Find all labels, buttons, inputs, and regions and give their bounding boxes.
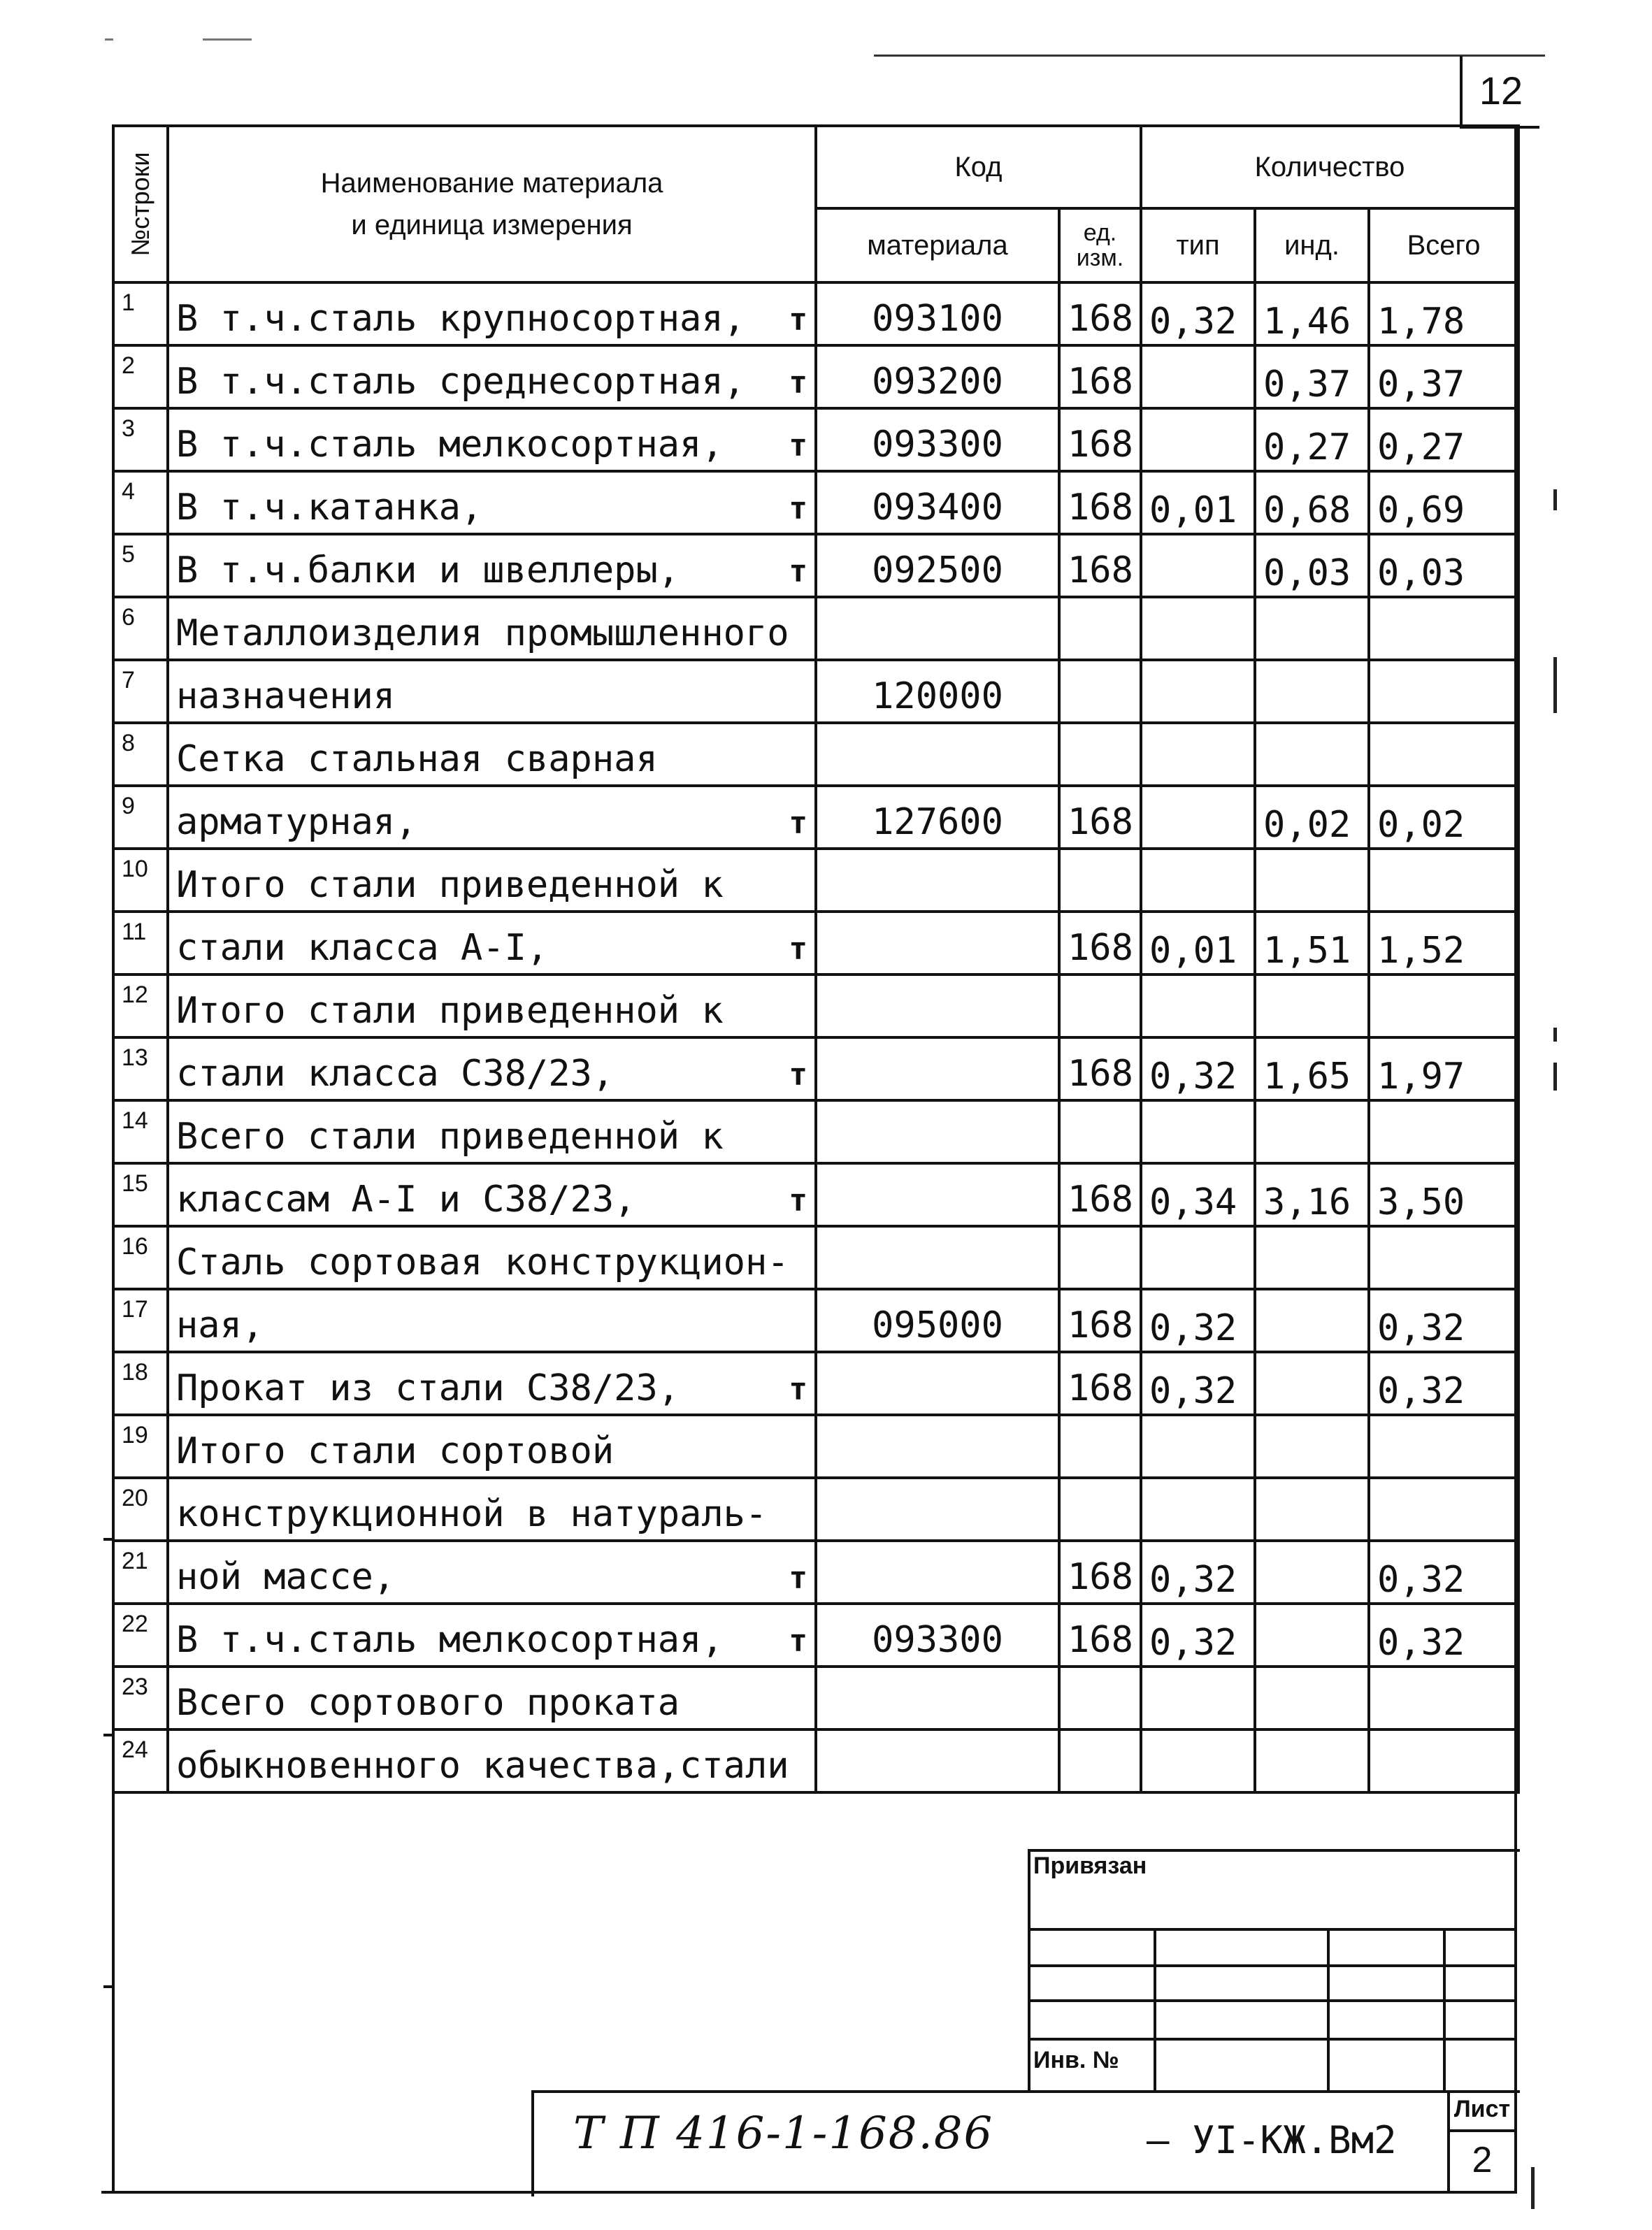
qty-type-cell: [1141, 786, 1255, 849]
sheet-number: 2: [1472, 2140, 1493, 2180]
header-qty-type: тип: [1141, 208, 1255, 282]
qty-ind-cell: [1255, 849, 1369, 912]
unit-code-cell: 168: [1059, 282, 1141, 345]
unit-code-cell: 168: [1059, 1037, 1141, 1100]
qty-ind-cell: 0,03: [1255, 534, 1369, 597]
material-code-cell: [816, 1163, 1059, 1226]
qty-total-cell: [1369, 660, 1518, 723]
table-row: [113, 282, 1518, 345]
margin-tick: [1553, 1063, 1557, 1091]
qty-type-cell: [1141, 345, 1255, 408]
row-number-cell: 23: [113, 1667, 168, 1729]
qty-type-cell: 0,32: [1141, 282, 1255, 345]
qty-type-cell: [1141, 1478, 1255, 1541]
header-quantity-group: Количество: [1141, 126, 1518, 208]
unit-code-cell: 168: [1059, 1604, 1141, 1667]
qty-ind-cell: 3,16: [1255, 1163, 1369, 1226]
qty-total-cell: 1,97: [1369, 1037, 1518, 1100]
material-name: стали класса А-I,: [176, 927, 549, 969]
material-name: Прокат из стали С38/23,: [176, 1367, 680, 1409]
scan-mark: [105, 38, 113, 41]
qty-total-cell: [1369, 974, 1518, 1037]
unit-code-cell: 168: [1059, 786, 1141, 849]
table-row: [113, 1541, 1518, 1604]
qty-ind-cell: [1255, 1352, 1369, 1415]
document-mark: – УI-КЖ.Вм2: [1147, 2118, 1397, 2162]
unit-code-cell: 168: [1059, 1541, 1141, 1604]
qty-total-cell: 0,32: [1369, 1352, 1518, 1415]
material-name-cell: [168, 786, 816, 849]
table-row: [113, 1604, 1518, 1667]
margin-tick: [1531, 2167, 1535, 2209]
unit-label: т: [789, 365, 807, 401]
material-name: Сетка стальная сварная: [176, 738, 658, 780]
table-row: [113, 597, 1518, 660]
qty-ind-cell: [1255, 1729, 1369, 1792]
table-row: [113, 974, 1518, 1037]
qty-type-cell: 0,32: [1141, 1604, 1255, 1667]
unit-code-cell: [1059, 723, 1141, 786]
qty-ind-cell: [1255, 1478, 1369, 1541]
sheet-label: Лист: [1453, 2096, 1511, 2122]
qty-total-cell: 0,27: [1369, 408, 1518, 471]
qty-ind-cell: 1,65: [1255, 1037, 1369, 1100]
table-row: [113, 1289, 1518, 1352]
material-name: Итого стали приведенной к: [176, 990, 724, 1032]
row-number-cell: 3: [113, 408, 168, 471]
header-code-unit: ед. изм.: [1059, 208, 1141, 282]
header-qty-total: Всего: [1369, 208, 1518, 282]
material-code-cell: [816, 1226, 1059, 1289]
header-row-number: №строки: [113, 126, 168, 282]
material-name-cell: [168, 1478, 816, 1541]
margin-tick: [1553, 489, 1557, 510]
unit-code-cell: [1059, 597, 1141, 660]
material-code-cell: 093400: [816, 471, 1059, 534]
material-name: В т.ч.сталь среднесортная,: [176, 361, 745, 403]
table-row: [113, 1667, 1518, 1729]
material-code-cell: [816, 1541, 1059, 1604]
material-name-cell: [168, 849, 816, 912]
table-row: [113, 1226, 1518, 1289]
qty-total-cell: [1369, 597, 1518, 660]
material-code-cell: [816, 1729, 1059, 1792]
binding-divider: [1154, 1928, 1156, 2092]
material-code-cell: [816, 1667, 1059, 1729]
table-row: [113, 723, 1518, 786]
material-code-cell: 095000: [816, 1289, 1059, 1352]
qty-type-cell: [1141, 974, 1255, 1037]
unit-code-cell: [1059, 1100, 1141, 1163]
unit-label: т: [789, 428, 807, 463]
material-code-cell: 093100: [816, 282, 1059, 345]
material-name: В т.ч.сталь мелкосортная,: [176, 1619, 724, 1661]
unit-code-cell: 168: [1059, 912, 1141, 974]
header-code-group: Код: [816, 126, 1141, 208]
material-code-cell: [816, 1037, 1059, 1100]
binding-divider: [1443, 1928, 1446, 2092]
unit-code-cell: [1059, 1667, 1141, 1729]
qty-total-cell: [1369, 1667, 1518, 1729]
qty-ind-cell: 1,46: [1255, 282, 1369, 345]
material-name: Металлоизделия промышленного: [176, 612, 789, 654]
row-number-cell: 15: [113, 1163, 168, 1226]
qty-ind-cell: [1255, 1604, 1369, 1667]
material-name: Всего стали приведенной к: [176, 1116, 724, 1158]
qty-ind-cell: [1255, 974, 1369, 1037]
unit-label: т: [789, 1560, 807, 1596]
material-code-cell: [816, 849, 1059, 912]
material-code-cell: 092500: [816, 534, 1059, 597]
row-number-cell: 17: [113, 1289, 168, 1352]
material-code-cell: [816, 1352, 1059, 1415]
qty-type-cell: 0,32: [1141, 1541, 1255, 1604]
table-row: [113, 660, 1518, 723]
material-name-cell: [168, 974, 816, 1037]
unit-code-cell: 168: [1059, 534, 1141, 597]
qty-type-cell: 0,32: [1141, 1289, 1255, 1352]
material-name: В т.ч.сталь крупносортная,: [176, 298, 745, 340]
material-name: Сталь сортовая конструкцион-: [176, 1242, 789, 1283]
scan-mark: [203, 38, 252, 41]
unit-code-cell: [1059, 849, 1141, 912]
material-name: В т.ч.катанка,: [176, 487, 483, 528]
row-number-cell: 1: [113, 282, 168, 345]
material-name-cell: [168, 912, 816, 974]
table-row: [113, 345, 1518, 408]
unit-label: т: [789, 1183, 807, 1218]
qty-total-cell: 3,50: [1369, 1163, 1518, 1226]
qty-type-cell: [1141, 1667, 1255, 1729]
unit-label: т: [789, 1057, 807, 1093]
qty-type-cell: [1141, 1226, 1255, 1289]
qty-type-cell: 0,01: [1141, 471, 1255, 534]
material-code-cell: [816, 1100, 1059, 1163]
table-row: [113, 849, 1518, 912]
table-row: [113, 786, 1518, 849]
document-code: Т П 416-1-168.86: [573, 2108, 994, 2159]
table-row: [113, 912, 1518, 974]
unit-code-cell: [1059, 660, 1141, 723]
material-code-cell: 093200: [816, 345, 1059, 408]
qty-ind-cell: [1255, 723, 1369, 786]
material-name: конструкционной в натураль-: [176, 1493, 768, 1535]
row-number-cell: 7: [113, 660, 168, 723]
unit-code-cell: [1059, 1226, 1141, 1289]
table-row: [113, 1100, 1518, 1163]
qty-type-cell: [1141, 597, 1255, 660]
material-name: Итого стали приведенной к: [176, 864, 724, 906]
qty-total-cell: 1,78: [1369, 282, 1518, 345]
table-row: [113, 534, 1518, 597]
material-name-cell: [168, 1604, 816, 1667]
material-name-cell: [168, 1415, 816, 1478]
qty-ind-cell: [1255, 1667, 1369, 1729]
material-name-cell: [168, 660, 816, 723]
qty-type-cell: [1141, 408, 1255, 471]
qty-type-cell: 0,32: [1141, 1352, 1255, 1415]
material-name-cell: [168, 1541, 816, 1604]
qty-ind-cell: [1255, 660, 1369, 723]
qty-type-cell: [1141, 723, 1255, 786]
row-number-cell: 14: [113, 1100, 168, 1163]
qty-total-cell: [1369, 1415, 1518, 1478]
material-name: В т.ч.сталь мелкосортная,: [176, 424, 724, 466]
unit-label: т: [789, 931, 807, 967]
row-number-cell: 13: [113, 1037, 168, 1100]
top-border-line: [874, 55, 1545, 57]
material-name: В т.ч.балки и швеллеры,: [176, 549, 680, 591]
row-number-cell: 22: [113, 1604, 168, 1667]
row-number-cell: 20: [113, 1478, 168, 1541]
material-name-cell: [168, 1729, 816, 1792]
unit-code-cell: 168: [1059, 345, 1141, 408]
material-name-cell: [168, 1037, 816, 1100]
material-name-cell: [168, 597, 816, 660]
row-number-cell: 21: [113, 1541, 168, 1604]
row-number-cell: 16: [113, 1226, 168, 1289]
binding-divider: [1327, 1928, 1330, 2092]
material-code-cell: [816, 912, 1059, 974]
qty-ind-cell: 0,68: [1255, 471, 1369, 534]
material-name-cell: [168, 345, 816, 408]
unit-code-cell: 168: [1059, 408, 1141, 471]
qty-total-cell: 0,02: [1369, 786, 1518, 849]
material-name-cell: [168, 534, 816, 597]
material-name-cell: [168, 1667, 816, 1729]
unit-label: т: [789, 1372, 807, 1407]
qty-ind-cell: [1255, 597, 1369, 660]
table-row: [113, 408, 1518, 471]
qty-type-cell: 0,01: [1141, 912, 1255, 974]
header-code-material: материала: [816, 208, 1059, 282]
unit-code-cell: [1059, 1729, 1141, 1792]
margin-tick: [1553, 657, 1557, 713]
row-number-cell: 2: [113, 345, 168, 408]
material-code-cell: [816, 1415, 1059, 1478]
material-name: стали класса С38/23,: [176, 1053, 615, 1095]
material-name-cell: [168, 408, 816, 471]
unit-code-cell: 168: [1059, 1163, 1141, 1226]
qty-type-cell: [1141, 1729, 1255, 1792]
row-number-cell: 11: [113, 912, 168, 974]
row-number-cell: 24: [113, 1729, 168, 1792]
qty-total-cell: 0,03: [1369, 534, 1518, 597]
qty-total-cell: [1369, 1729, 1518, 1792]
qty-total-cell: 0,32: [1369, 1604, 1518, 1667]
material-name-cell: [168, 1100, 816, 1163]
row-number-cell: 8: [113, 723, 168, 786]
qty-total-cell: 0,69: [1369, 471, 1518, 534]
material-name-cell: [168, 1163, 816, 1226]
qty-ind-cell: 0,37: [1255, 345, 1369, 408]
row-number-cell: 18: [113, 1352, 168, 1415]
material-name: Итого стали сортовой: [176, 1430, 615, 1472]
material-name-cell: [168, 1226, 816, 1289]
material-code-cell: [816, 723, 1059, 786]
header-material-name: Наименование материала и единица измерения: [168, 126, 816, 282]
unit-label: т: [789, 302, 807, 338]
unit-code-cell: [1059, 1415, 1141, 1478]
unit-label: т: [789, 1623, 807, 1659]
sheet-divider: [1447, 2129, 1517, 2132]
qty-type-cell: [1141, 1100, 1255, 1163]
material-name: назначения: [176, 675, 396, 717]
qty-ind-cell: 0,02: [1255, 786, 1369, 849]
table-row: [113, 1163, 1518, 1226]
qty-type-cell: 0,34: [1141, 1163, 1255, 1226]
material-code-cell: [816, 597, 1059, 660]
unit-code-cell: 168: [1059, 1289, 1141, 1352]
row-number-cell: 12: [113, 974, 168, 1037]
material-name: Всего сортового проката: [176, 1682, 680, 1724]
row-number-cell: 6: [113, 597, 168, 660]
row-number-cell: 5: [113, 534, 168, 597]
qty-total-cell: 0,32: [1369, 1541, 1518, 1604]
row-number-cell: 10: [113, 849, 168, 912]
qty-total-cell: [1369, 1226, 1518, 1289]
material-code-cell: [816, 1478, 1059, 1541]
row-number-cell: 9: [113, 786, 168, 849]
material-code-cell: 127600: [816, 786, 1059, 849]
material-code-cell: 093300: [816, 408, 1059, 471]
qty-ind-cell: [1255, 1289, 1369, 1352]
table-row: [113, 1478, 1518, 1541]
qty-total-cell: [1369, 723, 1518, 786]
row-number-cell: 4: [113, 471, 168, 534]
material-name-cell: [168, 282, 816, 345]
qty-type-cell: [1141, 534, 1255, 597]
unit-code-cell: [1059, 974, 1141, 1037]
qty-total-cell: 0,37: [1369, 345, 1518, 408]
material-code-cell: 120000: [816, 660, 1059, 723]
table-row: [113, 1415, 1518, 1478]
table-row: [113, 1352, 1518, 1415]
qty-type-cell: [1141, 1415, 1255, 1478]
material-name-cell: [168, 1352, 816, 1415]
table-row: [113, 471, 1518, 534]
unit-code-cell: [1059, 1478, 1141, 1541]
table-row: [113, 1037, 1518, 1100]
material-code-cell: [816, 974, 1059, 1037]
margin-tick: [1553, 1028, 1557, 1042]
qty-total-cell: 1,52: [1369, 912, 1518, 974]
table-row: [113, 1729, 1518, 1792]
qty-total-cell: 0,32: [1369, 1289, 1518, 1352]
material-name: классам А-I и С38/23,: [176, 1179, 636, 1221]
qty-type-cell: [1141, 849, 1255, 912]
materials-table: [112, 124, 1520, 1794]
unit-label: т: [789, 554, 807, 589]
qty-ind-cell: 0,27: [1255, 408, 1369, 471]
qty-ind-cell: [1255, 1100, 1369, 1163]
unit-code-cell: 168: [1059, 1352, 1141, 1415]
qty-total-cell: [1369, 1100, 1518, 1163]
qty-ind-cell: [1255, 1541, 1369, 1604]
material-name: арматурная,: [176, 801, 417, 843]
qty-type-cell: 0,32: [1141, 1037, 1255, 1100]
unit-label: т: [789, 805, 807, 841]
material-name: ная,: [176, 1304, 264, 1346]
material-name: обыкновенного качества,стали: [176, 1745, 789, 1787]
inventory-number-label: Инв. №: [1033, 2047, 1119, 2073]
page-number: 12: [1460, 56, 1539, 129]
material-code-cell: 093300: [816, 1604, 1059, 1667]
unit-code-cell: 168: [1059, 471, 1141, 534]
material-name-cell: [168, 723, 816, 786]
qty-ind-cell: [1255, 1226, 1369, 1289]
row-number-cell: 19: [113, 1415, 168, 1478]
material-name-cell: [168, 1289, 816, 1352]
material-name-cell: [168, 471, 816, 534]
qty-ind-cell: [1255, 1415, 1369, 1478]
binding-label: Привязан: [1033, 1853, 1147, 1879]
header-qty-ind: инд.: [1255, 208, 1369, 282]
unit-label: т: [789, 491, 807, 526]
qty-ind-cell: 1,51: [1255, 912, 1369, 974]
qty-type-cell: [1141, 660, 1255, 723]
qty-total-cell: [1369, 849, 1518, 912]
qty-total-cell: [1369, 1478, 1518, 1541]
material-name: ной массе,: [176, 1556, 396, 1598]
